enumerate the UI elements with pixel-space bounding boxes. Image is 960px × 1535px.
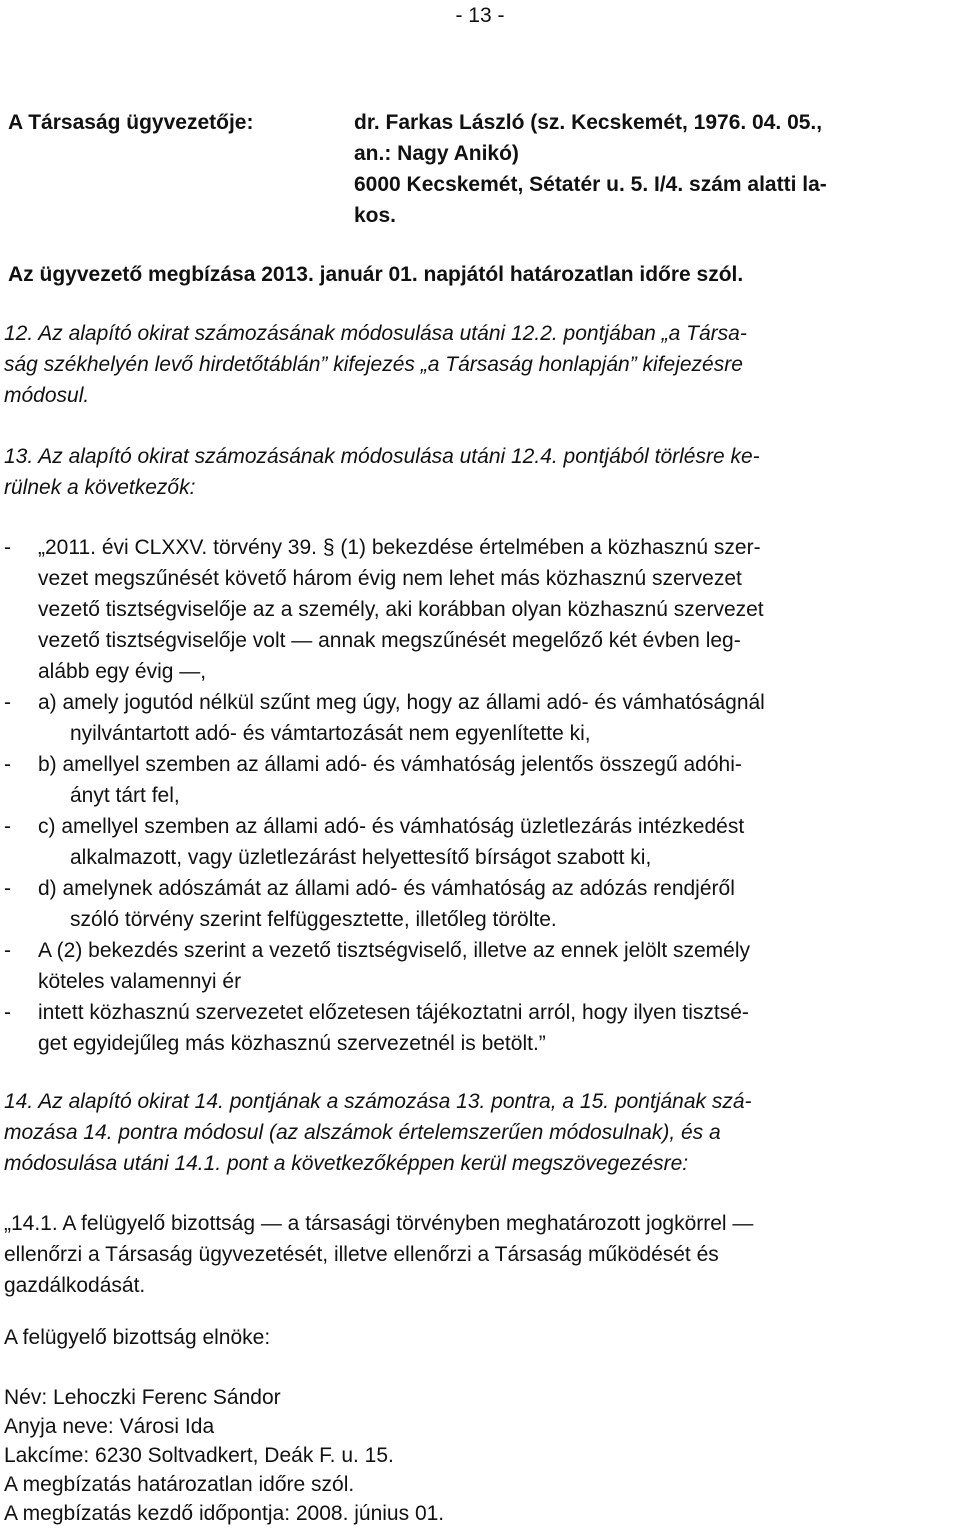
- section-14-line: 14. Az alapító okirat 14. pontjának a számozása 13. pontra, a 15. pontjának szá-: [4, 1090, 752, 1113]
- list-item-line: vezető tisztségviselője volt ― annak megszűnését megelőző két évben leg-: [38, 629, 741, 652]
- point-14-1-line: gazdálkodását.: [4, 1274, 146, 1297]
- list-dash: -: [4, 691, 11, 714]
- list-item-line: c) amellyel szemben az állami adó- és vámhatóság üzletlezárás intézkedést: [38, 815, 745, 838]
- list-dash: -: [4, 1001, 11, 1024]
- list-dash: -: [4, 753, 11, 776]
- list-item: [4, 532, 956, 687]
- list-item: [4, 873, 956, 935]
- manager-label: A Társaság ügyvezetője:: [8, 111, 254, 134]
- list-item: [4, 935, 956, 997]
- list-item-line: b) amellyel szemben az állami adó- és vámhatóság jelentős összegű adóhi-: [38, 753, 742, 776]
- section-12: [4, 318, 956, 411]
- list-dash: -: [4, 877, 11, 900]
- list-item: [4, 749, 956, 811]
- list-item-line: A (2) bekezdés szerint a vezető tisztségviselő, illetve az ennek jelölt személy: [38, 939, 751, 962]
- chairman-heading: A felügyelő bizottság elnöke:: [4, 1326, 271, 1349]
- list-item-line: vezet megszűnését követő három évig nem lehet más közhasznú szervezet: [38, 567, 742, 590]
- list-dash: -: [4, 939, 11, 962]
- chairman-line: Anyja neve: Városi Ida: [4, 1415, 215, 1438]
- chairman-line: A megbízatás kezdő időpontja: 2008. június 01.: [4, 1502, 445, 1525]
- page-number: - 13 -: [455, 4, 505, 27]
- list-item-line: szóló törvény szerint felfüggesztette, illetőleg törölte.: [70, 908, 557, 931]
- section-14-line: módosulása utáni 14.1. pont a következőképpen kerül megszövegezésre:: [4, 1152, 689, 1175]
- list-item-line: „2011. évi CLXXV. törvény 39. § (1) bekezdése értelmében a közhasznú szer-: [38, 536, 761, 559]
- section-12-line: ság székhelyén levő hirdetőtáblán” kifejezés „a Társaság honlapján” kifejezésre: [4, 353, 743, 376]
- list-item: [4, 811, 956, 873]
- point-14-1-line: ellenőrzi a Társaság ügyvezetését, illetve ellenőrzi a Társaság működését és: [4, 1243, 719, 1266]
- list-item-text: [38, 873, 956, 935]
- list-item-line: get egyidejűleg más közhasznú szervezetnél is betölt.”: [38, 1032, 546, 1055]
- list-item-line: köteles valamennyi ér: [38, 970, 242, 993]
- point-14-1-line: „14.1. A felügyelő bizottság ― a társasági törvényben meghatározott jogkörrel ―: [4, 1212, 754, 1235]
- chairman-line: A megbízatás határozatlan időre szól.: [4, 1473, 355, 1496]
- list-item-line: a) amely jogutód nélkül szűnt meg úgy, hogy az állami adó- és vámhatóságnál: [38, 691, 765, 714]
- chairman-line: Lakcíme: 6230 Soltvadkert, Deák F. u. 15.: [4, 1444, 394, 1467]
- list-item-line: d) amelynek adószámát az állami adó- és vámhatóság az adózás rendjéről: [38, 877, 735, 900]
- list-item-text: [38, 749, 956, 811]
- list-item-text: [38, 811, 956, 873]
- point-14-1: [4, 1208, 956, 1301]
- list-item: [4, 687, 956, 749]
- chairman-line: Név: Lehoczki Ferenc Sándor: [4, 1386, 281, 1409]
- manager-line: dr. Farkas László (sz. Kecskemét, 1976. 04. 05.,: [354, 111, 823, 134]
- section-12-line: 12. Az alapító okirat számozásának módosulása utáni 12.2. pontjában „a Társa-: [4, 322, 747, 345]
- list-item-line: alább egy évig ―,: [38, 660, 207, 683]
- list-item-text: [38, 532, 956, 687]
- section-13: [4, 441, 956, 503]
- chairman-details: [4, 1383, 444, 1528]
- section-13-line: 13. Az alapító okirat számozásának módosulása utáni 12.4. pontjából törlésre ke-: [4, 445, 760, 468]
- list-item-text: [38, 687, 956, 749]
- section-13-line: rülnek a következők:: [4, 476, 196, 499]
- list-item-line: nyilvántartott adó- és vámtartozását nem egyenlítette ki,: [70, 722, 591, 745]
- manager-mandate: Az ügyvezető megbízása 2013. január 01. napjától határozatlan időre szól.: [8, 263, 744, 286]
- section-14-line: mozása 14. pontra módosul (az alszámok értelemszerűen módosulnak), és a: [4, 1121, 721, 1144]
- list-dash: -: [4, 815, 11, 838]
- list-item-line: ányt tárt fel,: [70, 784, 180, 807]
- section-12-line: módosul.: [4, 384, 90, 407]
- list-item-line: alkalmazott, vagy üzletlezárást helyettesítő bírságot szabott ki,: [70, 846, 652, 869]
- list-item-text: [38, 997, 956, 1059]
- manager-line: kos.: [354, 204, 397, 227]
- manager-details: [354, 107, 954, 231]
- list-dash: -: [4, 536, 11, 559]
- list-item-line: vezető tisztségviselője az a személy, aki korábban olyan közhasznú szervezet: [38, 598, 764, 621]
- manager-line: 6000 Kecskemét, Sétatér u. 5. I/4. szám alatti la-: [354, 173, 827, 196]
- list-item: [4, 997, 956, 1059]
- section-14: [4, 1086, 956, 1179]
- manager-line: an.: Nagy Anikó): [354, 142, 519, 165]
- list-item-line: intett közhasznú szervezetet előzetesen tájékoztatni arról, hogy ilyen tisztsé-: [38, 1001, 749, 1024]
- list-item-text: [38, 935, 956, 997]
